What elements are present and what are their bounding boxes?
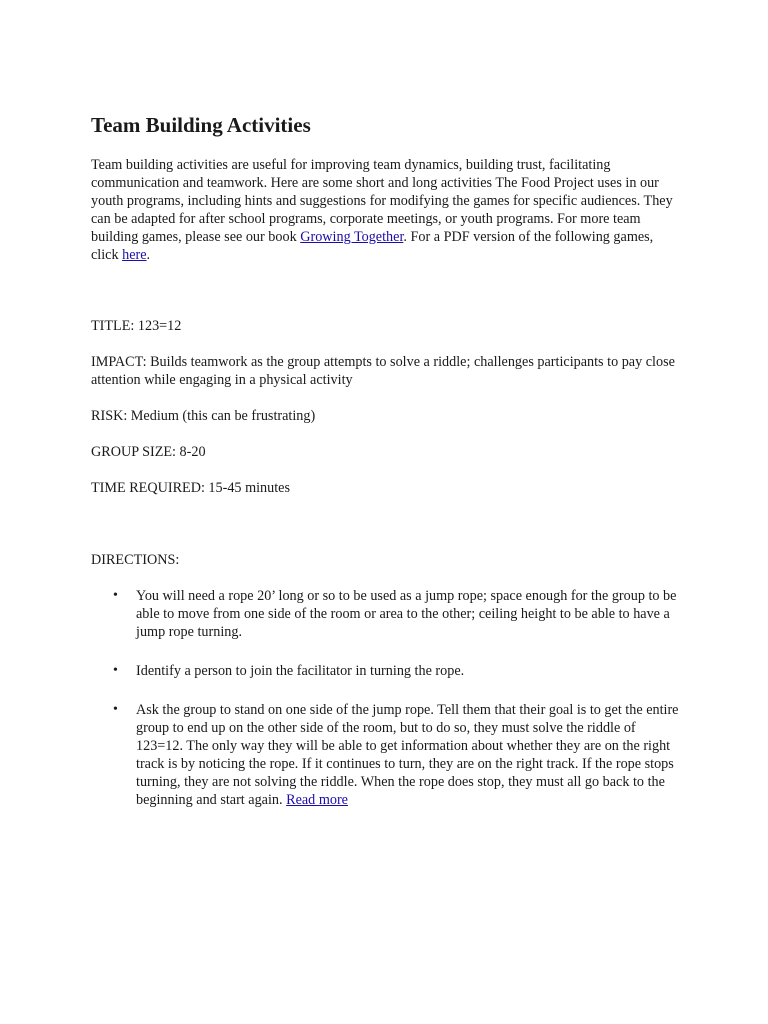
intro-text-end: . bbox=[146, 247, 151, 263]
activity-title: TITLE: 123=12 bbox=[91, 318, 182, 334]
intro-text: Team building activities are useful for improving team dynamics, building trust, facilitating communication and teamwork. Here are some short and long activities The Food Project uses in our youth programs, including hints and suggestions for modifying the games for specific audiences. They can be adapted for after school programs, corporate meetings, or youth programs. For more team building games, please see our book bbox=[91, 157, 673, 245]
direction-text: Identify a person to join the facilitator in turning the rope. bbox=[136, 663, 465, 679]
direction-text: You will need a rope 20’ long or so to be used as a jump rope; space enough for the group to be able to move from one side of the room or area to the other; ceiling height to be able to have a jump rope turning. bbox=[136, 588, 677, 640]
direction-text-with-link bbox=[136, 701, 686, 809]
activity-risk: RISK: Medium (this can be frustrating) bbox=[91, 408, 316, 424]
bullet-icon: • bbox=[113, 702, 118, 717]
bullet-icon: • bbox=[113, 663, 118, 678]
intro-paragraph bbox=[91, 156, 681, 264]
read-more-link[interactable]: Read more bbox=[286, 792, 348, 808]
pdf-here-link[interactable]: here bbox=[122, 247, 147, 263]
page-title: Team Building Activities bbox=[91, 113, 311, 137]
growing-together-link[interactable]: Growing Together bbox=[300, 229, 404, 245]
bullet-icon: • bbox=[113, 588, 118, 603]
activity-impact: IMPACT: Builds teamwork as the group attempts to solve a riddle; challenges participants to pay close attention while engaging in a physical activity bbox=[91, 354, 675, 388]
direction-text: Ask the group to stand on one side of the jump rope. Tell them that their goal is to get the entire group to end up on the other side of the room, but to do so, they must solve the riddle of 123=12. The only way they will be able to get information about whether they are on the right track is by noticing the rope. If it continues to turn, they are on the right track. If the rope stops turning, they are not solving the riddle. When the rope does stop, they must all go back to the beginning and start again. bbox=[136, 702, 679, 808]
activity-time-required: TIME REQUIRED: 15-45 minutes bbox=[91, 480, 290, 496]
activity-group-size: GROUP SIZE: 8-20 bbox=[91, 444, 206, 460]
directions-heading: DIRECTIONS: bbox=[91, 552, 180, 568]
intro-text-middle: . For a PDF version of the following games, click bbox=[91, 229, 654, 263]
